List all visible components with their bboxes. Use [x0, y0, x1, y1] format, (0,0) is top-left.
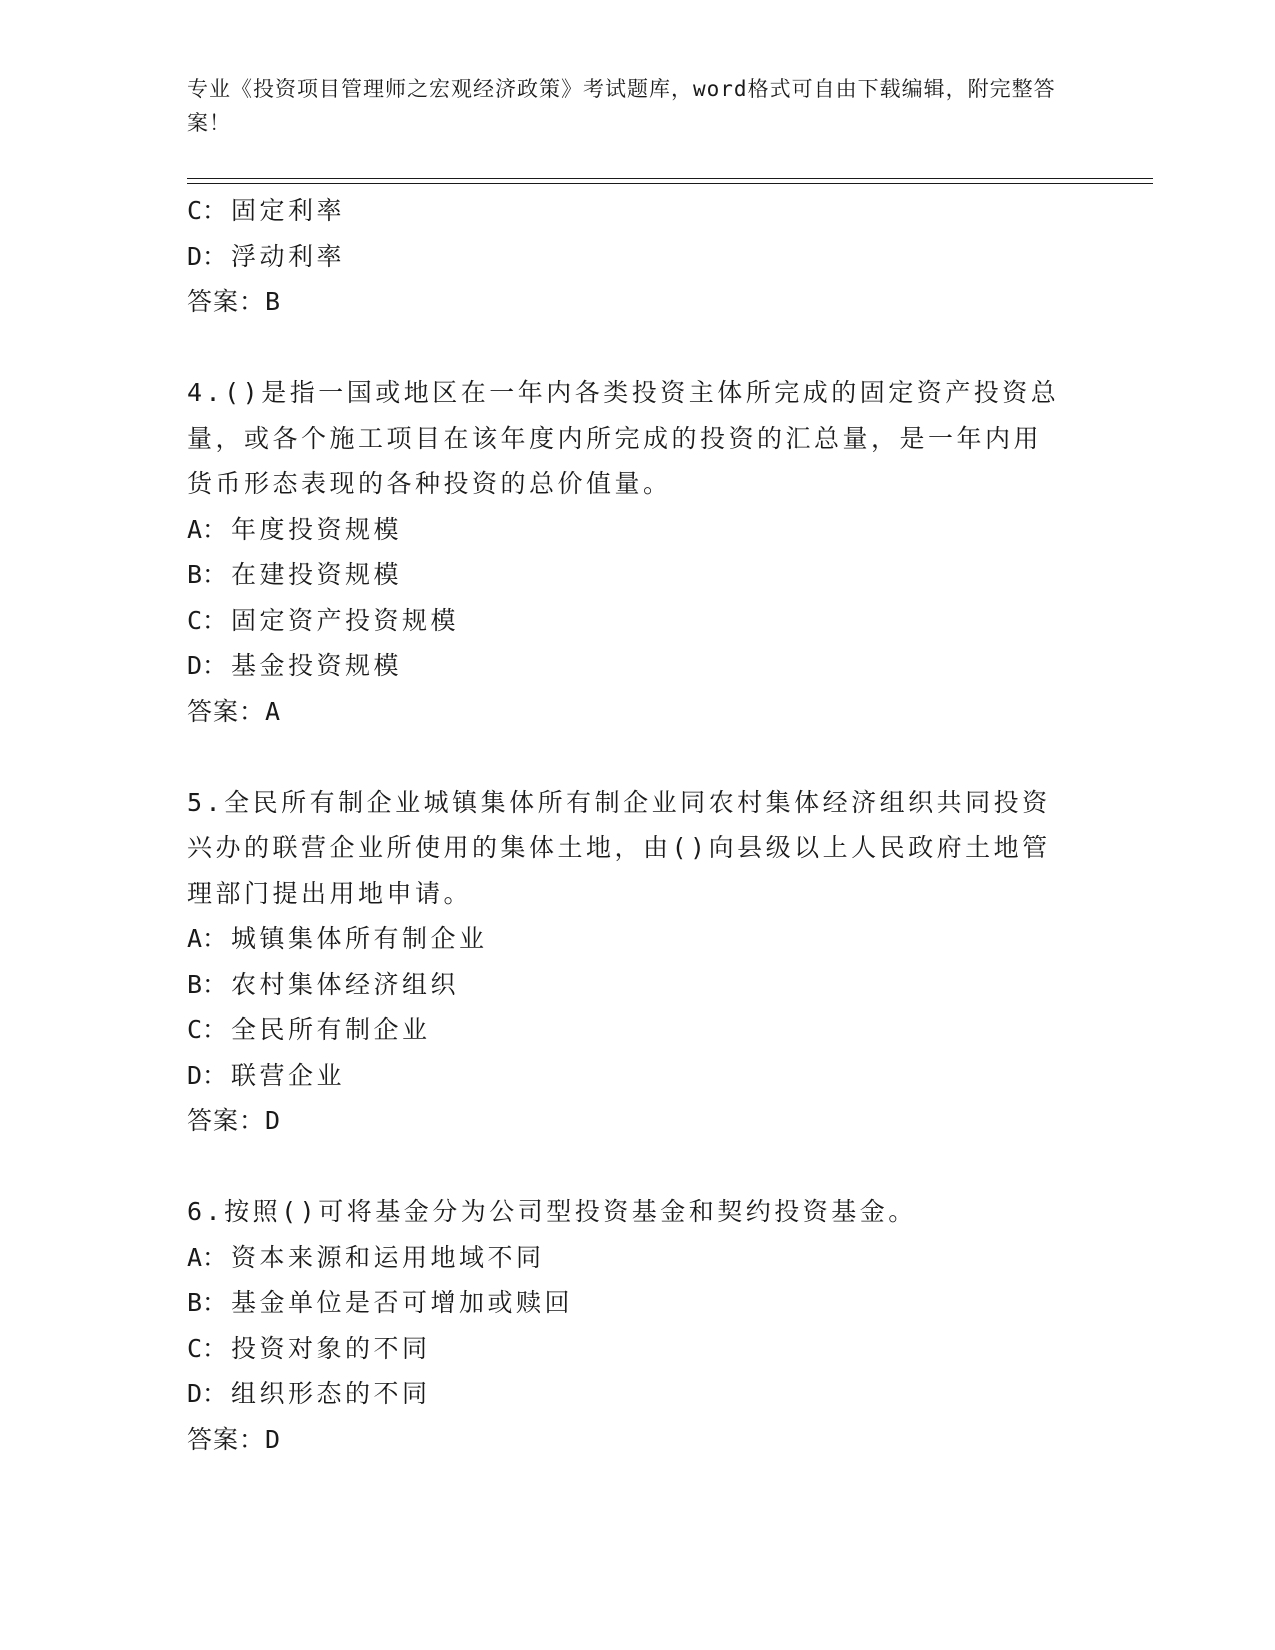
option-text: 固定利率: [231, 196, 346, 225]
page-header: [187, 72, 1087, 140]
option-c: [187, 1326, 1067, 1372]
option-text: 浮动利率: [231, 241, 346, 271]
option-label: B：: [187, 1288, 228, 1317]
spacer: [187, 734, 1067, 780]
option-label: A：: [187, 1242, 228, 1272]
option-b: [187, 962, 1067, 1008]
option-c: [187, 1007, 1067, 1053]
option-text: 全民所有制企业: [231, 1015, 431, 1044]
option-text: 组织形态的不同: [231, 1379, 431, 1408]
option-d: [187, 1053, 1067, 1099]
question-stem: 6.按照()可将基金分为公司型投资基金和契约投资基金。: [187, 1197, 917, 1226]
header-rule-bottom: [187, 183, 1153, 184]
option-text: 基金投资规模: [231, 651, 403, 680]
option-text: 投资对象的不同: [231, 1333, 431, 1363]
option-label: C：: [187, 605, 228, 635]
option-label: C：: [187, 1333, 228, 1363]
question-stem: 5.全民所有制企业城镇集体所有制企业同农村集体经济组织共同投资兴办的联营企业所使用的集体土地，由()向县级以上人民政府土地管理部门提出用地申请。: [187, 787, 1051, 908]
option-b: [187, 1280, 1067, 1326]
option-label: B：: [187, 969, 228, 999]
option-label: D：: [187, 1379, 228, 1408]
option-text: 农村集体经济组织: [231, 969, 460, 999]
option-label: D：: [187, 1060, 228, 1090]
option-label: B：: [187, 560, 228, 589]
option-a: [187, 507, 1067, 553]
option-text: 联营企业: [231, 1060, 346, 1090]
option-d: [187, 643, 1067, 689]
header-text: 专业《投资项目管理师之宏观经济政策》考试题库，word格式可自由下载编辑，附完整答案！: [187, 77, 1056, 135]
option-c: [187, 188, 1067, 234]
question-list: [187, 188, 1067, 1462]
option-text: 年度投资规模: [231, 514, 403, 544]
option-b: [187, 552, 1067, 598]
option-label: D：: [187, 651, 228, 680]
option-text: 基金单位是否可增加或赎回: [231, 1288, 574, 1317]
spacer: [187, 1144, 1067, 1190]
option-label: C：: [187, 196, 228, 225]
option-c: [187, 598, 1067, 644]
option-d: [187, 1371, 1067, 1417]
option-a: [187, 1235, 1067, 1281]
answer-line: 答案：B: [187, 287, 282, 316]
spacer: [187, 325, 1067, 371]
option-text: 在建投资规模: [231, 560, 403, 589]
option-text: 固定资产投资规模: [231, 605, 460, 635]
option-label: A：: [187, 514, 228, 544]
option-label: C：: [187, 1015, 228, 1044]
option-a: [187, 916, 1067, 962]
header-rule-top: [187, 178, 1153, 179]
option-text: 城镇集体所有制企业: [231, 924, 488, 953]
answer-line: 答案：D: [187, 1424, 282, 1454]
answer-line: 答案：D: [187, 1106, 282, 1135]
option-label: D：: [187, 241, 228, 271]
option-label: A：: [187, 924, 228, 953]
answer-line: 答案：A: [187, 696, 282, 726]
option-d: [187, 234, 1067, 280]
option-text: 资本来源和运用地域不同: [231, 1242, 545, 1272]
question-stem: 4.()是指一国或地区在一年内各类投资主体所完成的固定资产投资总量，或各个施工项目在该年度内所完成的投资的汇总量，是一年内用货币形态表现的各种投资的总价值量。: [187, 378, 1060, 498]
